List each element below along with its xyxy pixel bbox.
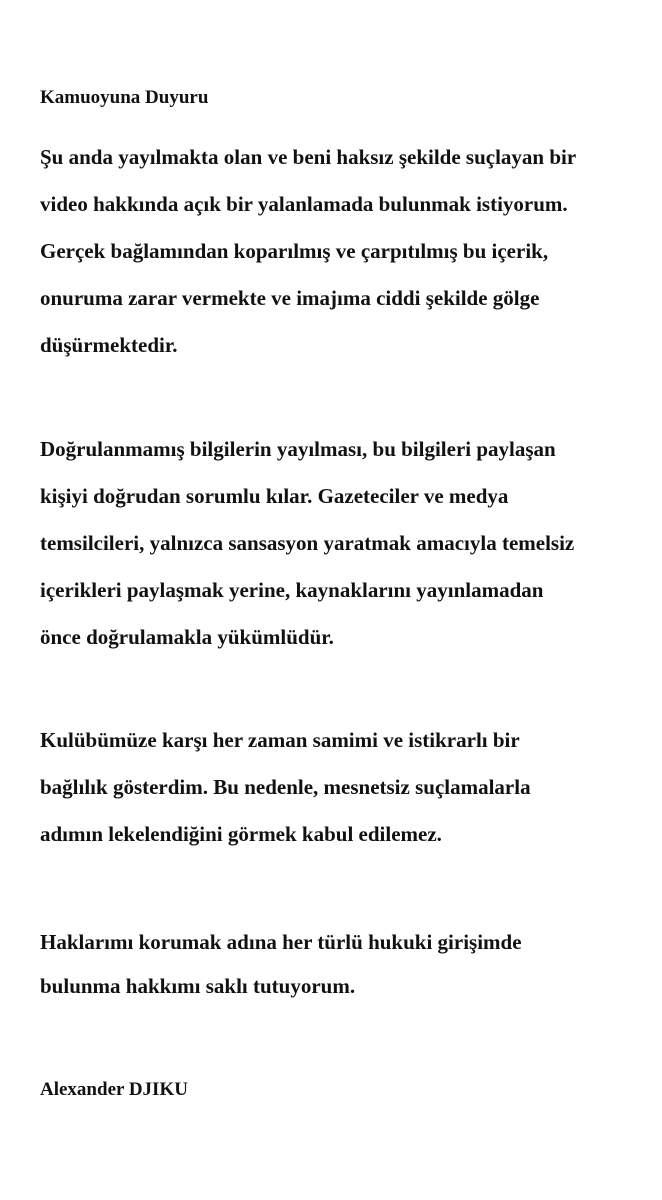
text-line: Gerçek bağlamından koparılmış ve çarpıtılmış bu içerik, bbox=[40, 239, 549, 263]
text-line: içerikleri paylaşmak yerine, kaynaklarını yayınlamadan bbox=[40, 578, 544, 602]
text-line: Doğrulanmamış bilgilerin yayılması, bu bilgileri paylaşan bbox=[40, 437, 556, 461]
paragraph-denial bbox=[40, 134, 655, 369]
text-line: düşürmektedir. bbox=[40, 333, 178, 357]
text-line: Şu anda yayılmakta olan ve beni haksız şekilde suçlayan bir bbox=[40, 145, 577, 169]
text-line: Haklarımı korumak adına her türlü hukuki girişimde bbox=[40, 930, 522, 954]
paragraph-legal-rights bbox=[40, 920, 655, 1008]
document-title: Kamuoyuna Duyuru bbox=[40, 87, 209, 108]
text-line: önce doğrulamakla yükümlüdür. bbox=[40, 625, 334, 649]
paragraph-media-responsibility bbox=[40, 426, 655, 661]
text-line: bağlılık gösterdim. Bu nedenle, mesnetsiz suçlamalarla bbox=[40, 775, 531, 799]
text-line: bulunma hakkımı saklı tutuyorum. bbox=[40, 974, 356, 998]
text-line: kişiyi doğrudan sorumlu kılar. Gazeteciler ve medya bbox=[40, 484, 509, 508]
paragraph-club-loyalty bbox=[40, 717, 655, 858]
text-line: Kulübümüze karşı her zaman samimi ve istikrarlı bir bbox=[40, 728, 520, 752]
text-line: temsilcileri, yalnızca sansasyon yaratmak amacıyla temelsiz bbox=[40, 531, 575, 555]
signature: Alexander DJIKU bbox=[40, 1079, 188, 1100]
text-line: video hakkında açık bir yalanlamada bulunmak istiyorum. bbox=[40, 192, 568, 216]
text-line: adımın lekelendiğini görmek kabul edilemez. bbox=[40, 822, 442, 846]
text-line: onuruma zarar vermekte ve imajıma ciddi şekilde gölge bbox=[40, 286, 540, 310]
